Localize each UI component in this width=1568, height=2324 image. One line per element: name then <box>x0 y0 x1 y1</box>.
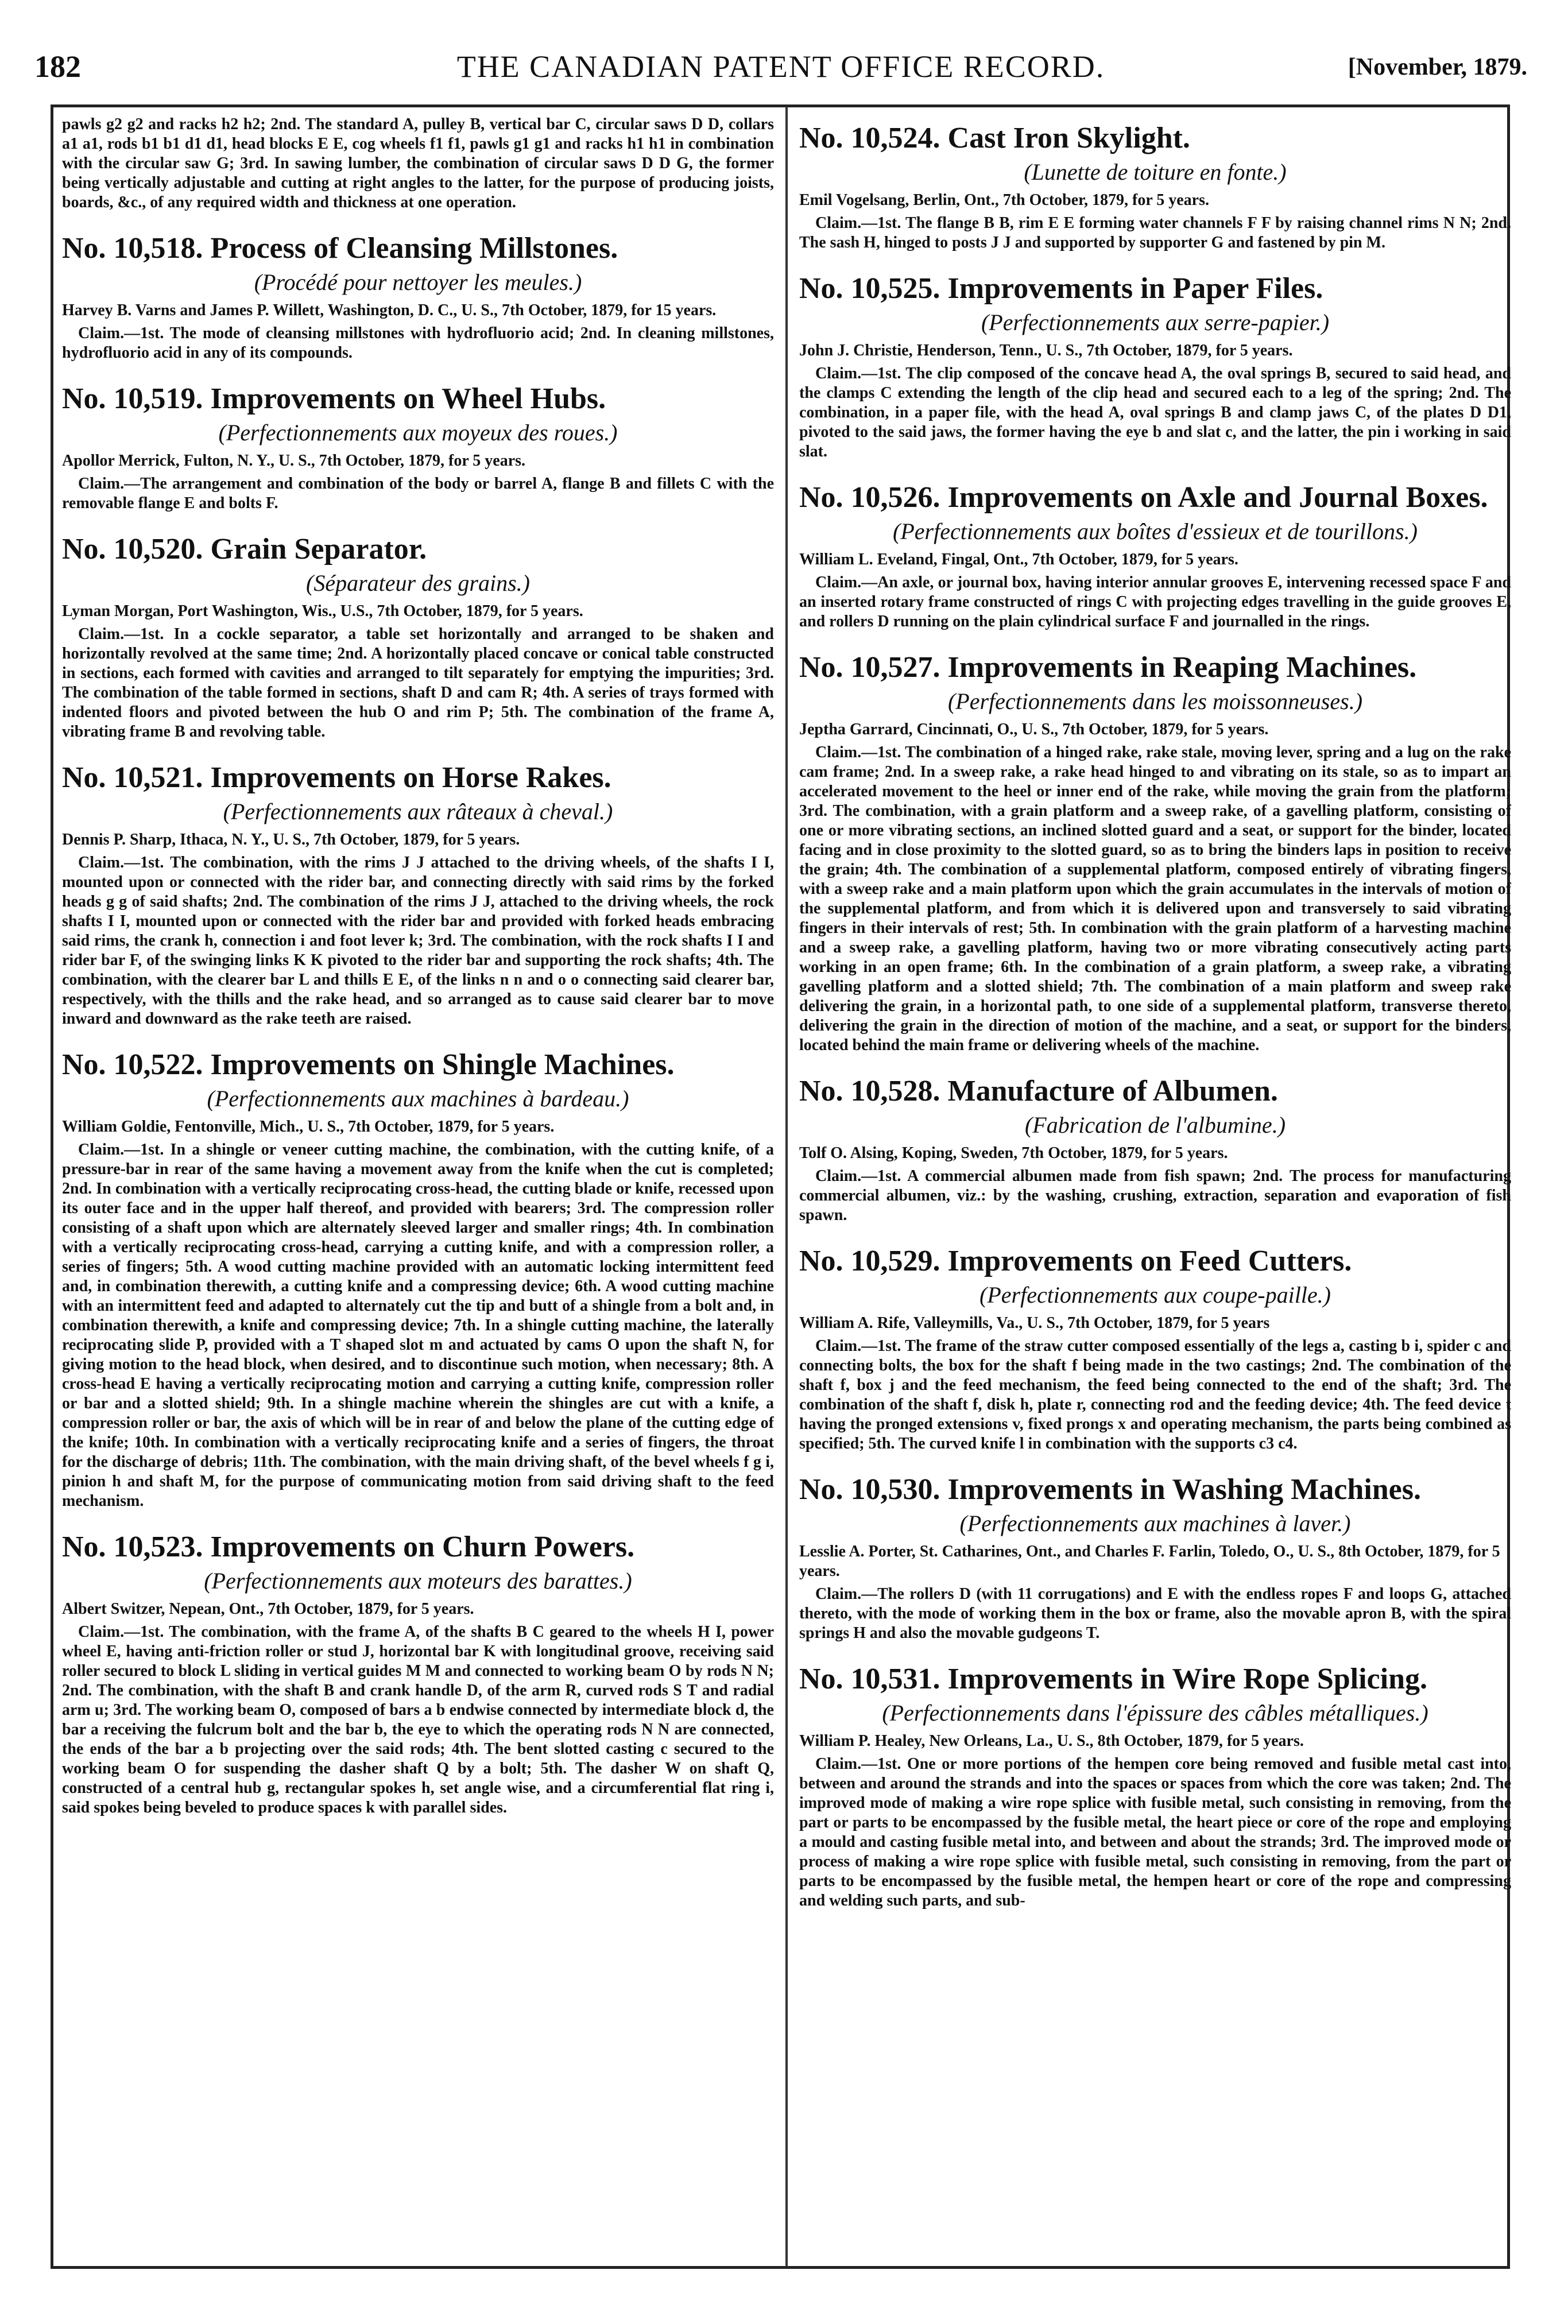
column-divider <box>785 107 788 2267</box>
right-column <box>799 115 1511 2262</box>
claim-text: Claim.—1st. One or more portions of the hempen core being removed and fusible metal cast into, between and around the strands and into the spaces or spaces from which the core was taken; 2nd. The improved mode of making a wire rope splice with fusible metal, such consisting in removing, from the part or parts to be encompassed by the fusible metal, the heart piece or core of the rope and employing a mould and casting fusible metal into, and between and about the strands; 3rd. The improved mode or process of making a wire rope splice with fusible metal, such consisting in removing, from the part or parts to be encompassed by the fusible metal, the hempen heart or core of the rope and compressing and welding such parts, and sub- <box>799 1755 1511 1909</box>
patent-entry <box>62 761 774 1029</box>
patent-entry <box>799 272 1511 462</box>
french-title: (Perfectionnements aux machines à laver.) <box>959 1510 1351 1536</box>
patentee: William Goldie, Fentonville, Mich., U. S., 7th October, 1879, for 5 years. <box>62 1118 555 1136</box>
patentee: William L. Eveland, Fingal, Ont., 7th October, 1879, for 5 years. <box>799 551 1238 568</box>
claim-text: Claim.—1st. The flange B B, rim E E forming water channels F F by raising channel rims N N; 2nd. The sash H, hinged to posts J J and supported by supporter G and fastened by pin M. <box>799 214 1511 251</box>
patentee: Albert Switzer, Nepean, Ont., 7th October, 1879, for 5 years. <box>62 1600 474 1618</box>
patentee: William A. Rife, Valleymills, Va., U. S., 7th October, 1879, for 5 years <box>799 1314 1270 1332</box>
patent-entry <box>799 1663 1511 1911</box>
french-title: (Perfectionnements aux boîtes d'essieux et de tourillons.) <box>893 518 1418 544</box>
patentee: Dennis P. Sharp, Ithaca, N. Y., U. S., 7th October, 1879, for 5 years. <box>62 831 520 849</box>
patent-entry <box>62 382 774 513</box>
french-title: (Perfectionnements aux machines à bardeau.) <box>207 1086 629 1111</box>
patent-title: No. 10,525. Improvements in Paper Files. <box>799 272 1323 305</box>
claim-text: Claim.—1st. The clip composed of the concave head A, the oval springs B, secured to said head, and the clamps C extending the length of the clip head and secured each to a leg of the spring; 2nd. The combination, in a paper file, with the head A, oval springs B and clamp jaws C, of the plates D D1, pivoted to the said jaws, the former having the eye b and slat c, and the latter, the pin i working in said slat. <box>799 365 1511 460</box>
claim-text: Claim.—1st. In a shingle or veneer cutting machine, the combination, with the cutting knife, of a pressure-bar in rear of the same having a movement away from the knife when the cut is completed; 2nd. In combination with a vertically reciprocating cross-head, the cutting blade or knife, recessed upon its outer face and in the upper half thereof, and provided with bearers; 3rd. The compression roller consisting of a shaft upon which are alternately sleeved larger and smaller rings; 4th. In combination with a vertically reciprocating cross-head, carrying a cutting knife, and with a compression roller, a series of fingers; 5th. A wood cutting machine provided with an automatic locking intermittent feed and, in combination therewith, a cutting knife and a compressing device; 6th. A wood cutting machine with an intermittent feed and adapted to alternately cut the tip and butt of a shingle from a bolt and, in combination therewith, a knife and compressing device; 7th. In a shingle cutting machine, the laterally reciprocating slide P, provided with a T shaped slot m and actuated by cams O upon the shaft N, for giving motion to the head block, when desired, and to discontinue such motion, when necessary; 8th. A cross-head E having a vertically reciprocating motion and carrying a cutting knife, compression roller or bar and a slotted shield; 9th. In a shingle machine wherein the shingles are cut with a knife, a compression roller or bar, the axis of which will be in rear of and below the plane of the cutting edge of the knife; 10th. In combination with a vertically reciprocating knife and a series of fingers, the throat for the discharge of debris; 11th. The combination, with the main driving shaft, of the bevel wheels f g i, pinion h and shaft M, for the purpose of communicating motion from said driving shaft to the feed mechanism. <box>62 1141 774 1510</box>
claim-text: Claim.—1st. The combination of a hinged rake, rake stale, moving lever, spring and a lug on the rake cam frame; 2nd. In a sweep rake, a rake head hinged to and vibrating on its stale, so as to impart an accelerated movement to the heel or inner end of the rake, while moving the grain from the platform; 3rd. The combination, with a grain platform and a sweep rake, of a gavelling platform, consisting of one or more vibrating sections, an inclined slotted guard and a seat, or support for the binder, located facing and in close proximity to the slotted guard, so as to bring the binders laps in position to receive the grain; 4th. The combination of a supplemental platform, composed entirely of vibrating fingers, with a sweep rake and a main platform upon which the grain accumulates in the intervals of motion of the supplemental platform, and from which it is delivered upon and transversely to said vibrating fingers in their intervals of rest; 5th. In combination with the grain platform of a harvesting machine and a sweep rake, a gavelling platform, having two or more vibrating consecutively acting parts working in an open frame; 6th. In the combination of a grain platform, a sweep rake, a vibrating gavelling platform and a slotted shield; 7th. The combination of a main platform and sweep rake delivering the grain, in a horizontal path, to one side of a supplemental platform, transverse thereto, delivering the grain in the direction of motion of the machine, and a seat, or support for the binders, located behind the main frame or delivering wheels of the machine. <box>799 743 1511 1054</box>
patentee: Jeptha Garrard, Cincinnati, O., U. S., 7th October, 1879, for 5 years. <box>799 721 1269 738</box>
french-title: (Perfectionnements aux moteurs des barattes.) <box>204 1568 632 1594</box>
patent-title: No. 10,524. Cast Iron Skylight. <box>799 122 1190 154</box>
patent-title: No. 10,526. Improvements on Axle and Journal Boxes. <box>799 481 1488 514</box>
issue-date: [November, 1879. <box>1348 54 1527 80</box>
patent-entry <box>62 1048 774 1511</box>
claim-text: Claim.—The rollers D (with 11 corrugations) and E with the endless ropes F and loops G, attached thereto, with the mode of working them in the box or frame, also the movable apron B, with the spiral springs H and also the movable gudgeons T. <box>799 1585 1511 1642</box>
patentee: John J. Christie, Henderson, Tenn., U. S., 7th October, 1879, for 5 years. <box>799 342 1293 359</box>
patent-title: No. 10,530. Improvements in Washing Machines. <box>799 1473 1421 1506</box>
french-title: (Perfectionnements aux serre-papier.) <box>981 309 1330 335</box>
patent-entry <box>799 122 1511 253</box>
patentee: Lesslie A. Porter, St. Catharines, Ont., and Charles F. Farlin, Toledo, O., U. S., 8th October, 1879, for 5 years. <box>799 1543 1500 1580</box>
claim-text: Claim.—1st. In a cockle separator, a table set horizontally and arranged to be shaken and horizontally revolved at the same time; 2nd. A horizontally placed concave or conical table constructed in sections, each formed with cavities and arranged to tilt separately for emptying the impurities; 3rd. The combination of the table formed in sections, shaft D and cam R; 4th. A series of trays formed with indented floors and pivoted between the hub O and rim P; 5th. The combination of the frame A, vibrating frame B and revolving table. <box>62 625 774 741</box>
page-title: THE CANADIAN PATENT OFFICE RECORD. <box>456 49 1105 84</box>
french-title: (Procédé pour nettoyer les meules.) <box>254 269 582 295</box>
page-header <box>34 49 1527 89</box>
patent-title: No. 10,529. Improvements on Feed Cutters. <box>799 1245 1352 1277</box>
claim-text: Claim.—The arrangement and combination of the body or barrel A, flange B and fillets C with the removable flange E and bolts F. <box>62 475 774 512</box>
left-column <box>62 115 774 2262</box>
patent-title: No. 10,527. Improvements in Reaping Machines. <box>799 651 1417 684</box>
patent-title: No. 10,521. Improvements on Horse Rakes. <box>62 761 611 794</box>
claim-text: Claim.—1st. A commercial albumen made from fish spawn; 2nd. The process for manufacturing commercial albumen, viz.: by the washing, crushing, extraction, separation and evaporation of fish spawn. <box>799 1167 1511 1224</box>
french-title: (Perfectionnements aux moyeux des roues.) <box>218 420 618 446</box>
claim-text: Claim.—1st. The mode of cleansing millstones with hydrofluorio acid; 2nd. In cleaning millstones, hydrofluorio acid in any of its compounds. <box>62 324 774 362</box>
patent-entry <box>799 651 1511 1055</box>
patent-title: No. 10,528. Manufacture of Albumen. <box>799 1075 1278 1107</box>
french-title: (Perfectionnements dans les moissonneuses.) <box>947 688 1363 714</box>
page-number: 182 <box>34 49 81 84</box>
patent-entry <box>799 1245 1511 1454</box>
french-title: (Perfectionnements aux coupe-paille.) <box>979 1282 1331 1308</box>
patent-title: No. 10,523. Improvements on Churn Powers. <box>62 1531 635 1563</box>
continued-claim: pawls g2 g2 and racks h2 h2; 2nd. The standard A, pulley B, vertical bar C, circular saws D D, collars a1 a1, rods b1 b1 d1 d1, head blocks E E, cog wheels f1 f1, pawls g1 g1 and racks h1 h1 in combination with the circular saw G; 3rd. In sawing lumber, the combination of circular saws D D G, the former being vertically adjustable and cutting at right angles to the latter, for the purpose of producing joists, boards, &c., of any required width and thickness at one operation. <box>62 115 774 211</box>
patentee: Emil Vogelsang, Berlin, Ont., 7th October, 1879, for 5 years. <box>799 191 1209 209</box>
claim-text: Claim.—1st. The frame of the straw cutter composed essentially of the legs a, casting b i, spider c and connecting bolts, the box for the shaft f being made in the two castings; 2nd. The combination of the shaft f, box j and the feed mechanism, the feed being connected to the end of the shaft; 3rd. The combination of the shaft f, disk h, plate r, connecting rod and the feeding device; 4th. The feed device t having the pronged extensions v, fixed prongs x and operating mechanism, the parts being combined as specified; 5th. The curved knife l in combination with the supports c3 c4. <box>799 1337 1511 1452</box>
patent-entry <box>799 1075 1511 1225</box>
patent-title: No. 10,518. Process of Cleansing Millstones. <box>62 232 618 265</box>
patent-entry <box>799 481 1511 632</box>
patent-entry <box>62 1531 774 1818</box>
patent-title: No. 10,519. Improvements on Wheel Hubs. <box>62 382 606 415</box>
patentee: Apollor Merrick, Fulton, N. Y., U. S., 7th October, 1879, for 5 years. <box>62 452 526 470</box>
patent-title: No. 10,522. Improvements on Shingle Machines. <box>62 1048 675 1081</box>
french-title: (Perfectionnements dans l'épissure des câbles métalliques.) <box>882 1700 1428 1726</box>
patent-entry <box>62 232 774 363</box>
claim-text: Claim.—1st. The combination, with the frame A, of the shafts B C geared to the wheels H I, power wheel E, having anti-friction roller or stud J, horizontal bar K with longitudinal groove, receiving said roller secured to block L sliding in vertical guides M M and connected to working beam O by rods N N; 2nd. The combination, with the shaft B and crank handle D, of the arm R, curved rods S T and radial arm u; 3rd. The working beam O, composed of bars a b endwise connected by intermediate block d, the bar a receiving the fulcrum bolt and the bar b, the eye to which the operating rods N N are connected, the ends of the bar a b projecting over the said rods; 4th. The bent slotted casting c secured to the working beam O for suspending the dasher shaft Q by a bolt; 5th. The dasher W on shaft Q, constructed of a central hub g, rectangular spokes h, set angle wise, and a circumferential flat ring i, said spokes being beveled to produce spaces k with parallel sides. <box>62 1623 774 1816</box>
french-title: (Lunette de toiture en fonte.) <box>1024 159 1287 185</box>
patentee: Harvey B. Varns and James P. Willett, Washington, D. C., U. S., 7th October, 1879, for 15 years. <box>62 301 717 319</box>
patent-entry <box>799 1473 1511 1643</box>
claim-text: Claim.—1st. The combination, with the rims J J attached to the driving wheels, of the shafts I I, mounted upon or connected with the rider bar, and connecting directly with said rims by the forked heads g g of said shafts; 2nd. The combination of the rims J J, attached to the driving wheels, the rock shafts I I, mounted upon or connected with the rider bar and provided with forked heads embracing said rims, the crank h, connection i and foot lever k; 3rd. The combination, with the rock shafts I I and rider bar F, of the swinging links K K pivoted to the rider bar and supporting the rock shafts; 4th. The combination, with the clearer bar L and thills E E, of the links n n and o o connecting said clearer bar, respectively, with the thills and the rake head, and so arranged as to cause said clearer bar to move inward and downward as the rake teeth are raised. <box>62 854 774 1028</box>
claim-text: Claim.—An axle, or journal box, having interior annular grooves E, intervening recessed space F and an inserted rotary frame constructed of rings C with projecting edges travelling in the guide grooves E, and rollers D running on the plain cylindrical surface F and journalled in the rings. <box>799 574 1511 630</box>
patent-entry <box>62 533 774 742</box>
patent-title: No. 10,520. Grain Separator. <box>62 533 427 565</box>
patent-title: No. 10,531. Improvements in Wire Rope Splicing. <box>799 1663 1428 1695</box>
french-title: (Séparateur des grains.) <box>306 570 530 596</box>
patentee: Lyman Morgan, Port Washington, Wis., U.S., 7th October, 1879, for 5 years. <box>62 602 583 620</box>
patentee: Tolf O. Alsing, Koping, Sweden, 7th October, 1879, for 5 years. <box>799 1144 1228 1162</box>
patentee: William P. Healey, New Orleans, La., U. S., 8th October, 1879, for 5 years. <box>799 1732 1304 1750</box>
french-title: (Fabrication de l'albumine.) <box>1024 1112 1286 1138</box>
french-title: (Perfectionnements aux râteaux à cheval.) <box>223 799 613 824</box>
